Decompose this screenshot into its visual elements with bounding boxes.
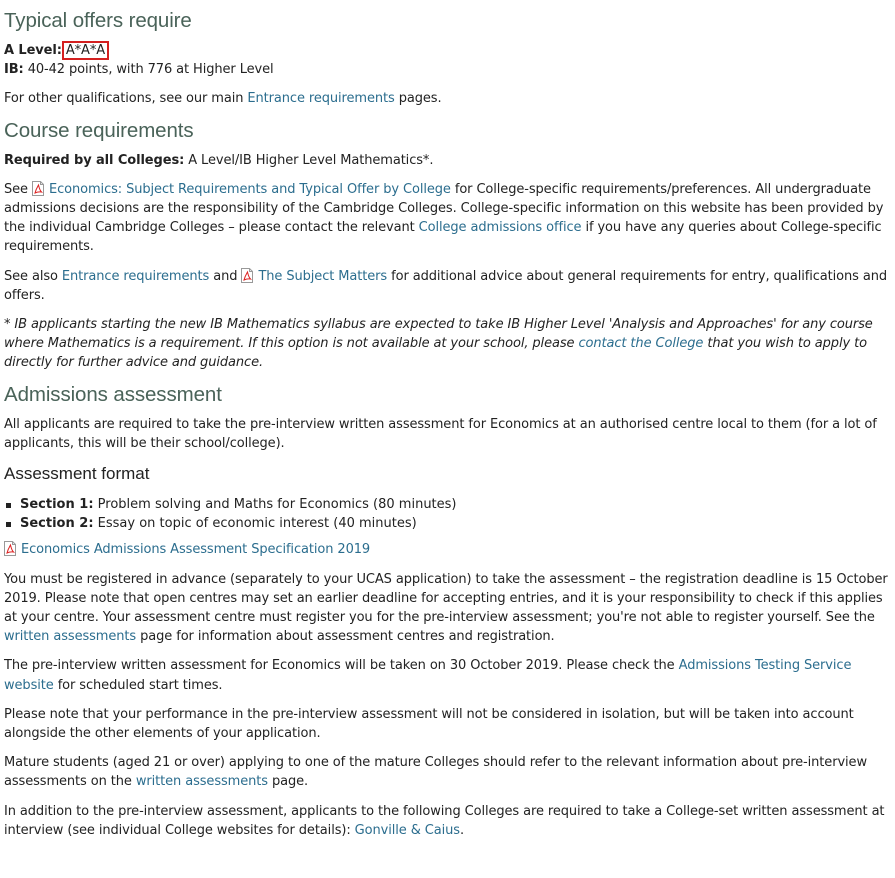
- pdf-icon: [32, 181, 44, 196]
- list-item: [20, 495, 891, 514]
- register-pre: You must be registered in advance (separately to your UCAS application) to take the assessment – the registration deadline is 15 October 2019. Please note that open centres may set an earlier deadline for accepting entries, and it is your responsibility to check if this applies at your centre. Your assessment centre must register you for the pre-interview assessment; you're not able to register yourself. See the: [4, 571, 888, 626]
- ib-value: 40-42 points, with 776 at Higher Level: [27, 62, 274, 78]
- section-text: Problem solving and Maths for Economics (80 minutes): [97, 497, 457, 513]
- other-post: pages.: [394, 91, 442, 107]
- see-pre: See: [4, 181, 32, 197]
- ib-note: [4, 315, 891, 373]
- see-also-paragraph: [4, 267, 891, 305]
- mature-post: page.: [267, 774, 309, 790]
- see-mid: for College-specific requirements/preferences. All undergraduate admissions decisions are the responsibility of the Cambridge Colleges. College-specific information on this website has been provided by the individual Cambridge Colleges – please contact the relevant: [4, 181, 884, 236]
- section-label: Section 1:: [20, 497, 94, 513]
- college-post: .: [459, 822, 464, 838]
- other-pre: For other qualifications, see our main: [4, 91, 248, 107]
- alevel-value: A*A*A: [62, 41, 109, 60]
- register-post: page for information about assessment centres and registration.: [136, 629, 555, 645]
- other-qualifications: [4, 89, 891, 108]
- mature-paragraph: [4, 753, 891, 791]
- ib-label: IB:: [4, 62, 24, 78]
- list-item: [20, 514, 891, 533]
- required-label: Required by all Colleges:: [4, 152, 185, 168]
- contact-college-link[interactable]: contact the College: [578, 336, 704, 352]
- performance-paragraph: Please note that your performance in the pre-interview assessment will not be considered in isolation, but will be taken into account alongside the other elements of your application.: [4, 706, 854, 742]
- see-post: if you have any queries about College-specific requirements.: [4, 220, 882, 255]
- date-post: for scheduled start times.: [53, 677, 223, 693]
- alevel-label: A Level:: [4, 43, 62, 58]
- subject-requirements-link[interactable]: Economics: Subject Requirements and Typical Offer by College: [48, 181, 451, 197]
- mature-pre: Mature students (aged 21 or over) applying to one of the mature Colleges should refer to the relevant information about pre-interview assessments on the: [4, 755, 867, 790]
- typical-offers-heading: Typical offers require: [4, 9, 192, 32]
- also-pre: See also: [4, 268, 62, 284]
- also-post: for additional advice about general requirements for entry, qualifications and offers.: [4, 268, 888, 303]
- note-post: that you wish to apply to directly for further advice and guidance.: [4, 336, 867, 371]
- date-paragraph: [4, 656, 891, 694]
- entrance-requirements-link-2[interactable]: Entrance requirements: [61, 268, 210, 284]
- college-admissions-office-link[interactable]: College admissions office: [418, 220, 582, 236]
- pdf-icon: [241, 268, 253, 283]
- college-pre: In addition to the pre-interview assessment, applicants to the following Colleges are required to take a College-set written assessment at interview (see individual College websites for details):: [4, 803, 885, 838]
- written-assessments-link[interactable]: written assessments: [4, 629, 137, 645]
- admissions-assessment-heading: Admissions assessment: [4, 382, 222, 406]
- alevel-line: [4, 41, 891, 60]
- date-pre: The pre-interview written assessment for Economics will be taken on 30 October 2019. Please check the: [4, 658, 679, 674]
- note-pre: * IB applicants starting the new IB Mathematics syllabus are expected to take IB Higher Level 'Analysis and Approaches' for any course where Mathematics is a requirement. If this option is not available at your school, please: [4, 317, 873, 352]
- assessment-specification-link[interactable]: Economics Admissions Assessment Specification 2019: [21, 542, 371, 558]
- required-value: A Level/IB Higher Level Mathematics*.: [188, 152, 434, 168]
- entrance-requirements-link[interactable]: Entrance requirements: [247, 91, 395, 107]
- assessment-sections-list: [4, 495, 891, 533]
- section-label: Section 2:: [20, 516, 94, 532]
- pdf-icon: [4, 541, 16, 556]
- gonville-caius-link[interactable]: Gonville & Caius: [354, 822, 460, 838]
- required-line: [4, 151, 891, 170]
- also-and: and: [209, 268, 242, 284]
- admissions-testing-service-link[interactable]: Admissions Testing Service website: [4, 658, 852, 693]
- section-text: Essay on topic of economic interest (40 minutes): [97, 516, 417, 532]
- spec-line: [4, 540, 891, 559]
- see-paragraph: [4, 180, 891, 257]
- written-assessments-link-2[interactable]: written assessments: [135, 774, 268, 790]
- assessment-format-heading: Assessment format: [4, 464, 150, 484]
- registration-paragraph: [4, 570, 891, 647]
- admissions-intro: All applicants are required to take the pre-interview written assessment for Economics at an authorised centre local to them (for a lot of applicants, this will be their school/college).: [4, 416, 877, 451]
- college-paragraph: [4, 802, 891, 840]
- ib-line: [4, 60, 891, 79]
- subject-matters-link[interactable]: The Subject Matters: [258, 268, 388, 284]
- course-requirements-heading: Course requirements: [4, 118, 194, 142]
